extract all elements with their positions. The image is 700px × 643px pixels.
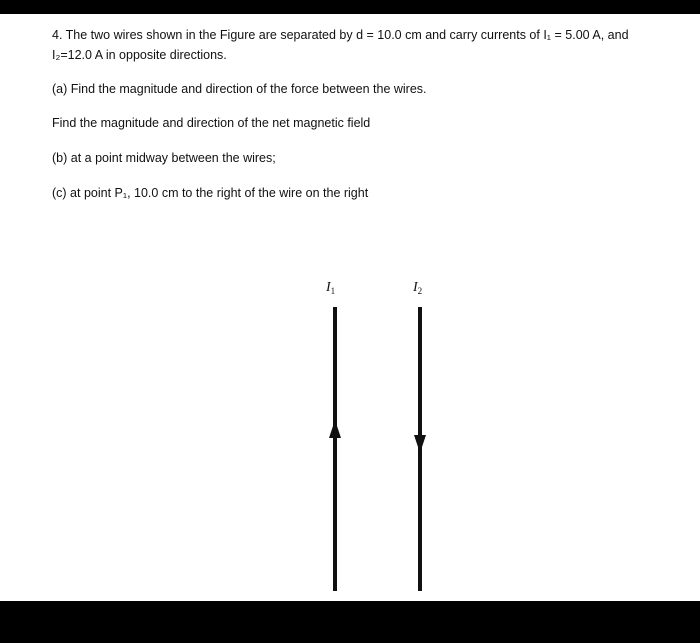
wire-2-subscript: 2	[417, 286, 423, 296]
problem-statement-line-1: 4. The two wires shown in the Figure are separated by d = 10.0 cm and carry currents of I₁ = 5.00 A, and	[52, 28, 629, 42]
wires-figure	[0, 14, 700, 601]
wire-1-symbol: I	[326, 280, 331, 295]
part-a-question: (a) Find the magnitude and direction of the force between the wires.	[52, 82, 427, 96]
arrow-down-icon	[414, 435, 426, 453]
net-field-instruction: Find the magnitude and direction of the net magnetic field	[52, 116, 371, 130]
part-b-question: (b) at a point midway between the wires;	[52, 151, 276, 165]
problem-statement-line-2: I₂=12.0 A in opposite directions.	[52, 48, 227, 62]
wire-2-symbol: I	[413, 280, 418, 295]
wire-1-subscript: 1	[330, 286, 336, 296]
part-c-question: (c) at point P₁, 10.0 cm to the right of the wire on the right	[52, 186, 369, 200]
arrow-up-icon	[329, 420, 341, 438]
problem-page	[0, 14, 700, 601]
